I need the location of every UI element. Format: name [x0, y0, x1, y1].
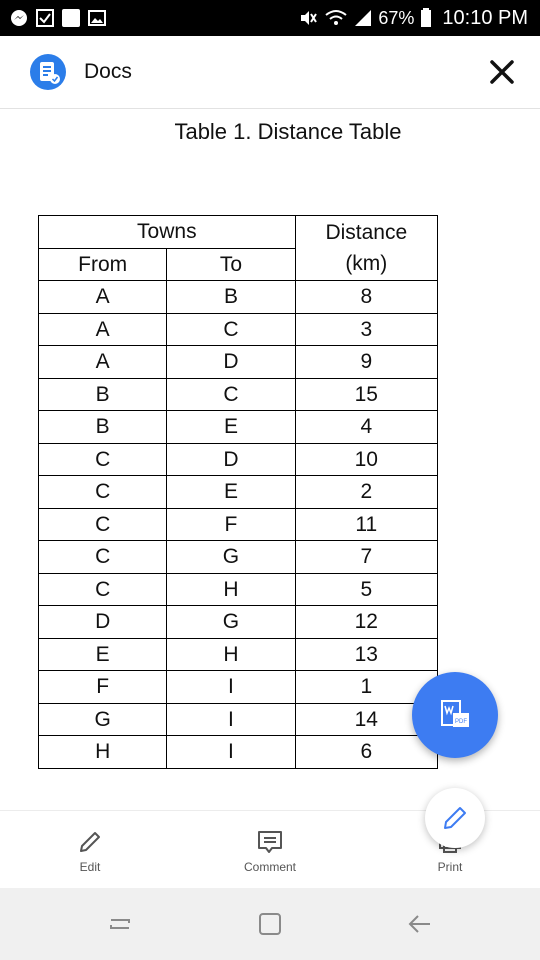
table-row [39, 703, 438, 736]
distance-table [38, 215, 438, 769]
from-cell: E [39, 638, 167, 671]
distance-cell: 2 [295, 476, 437, 509]
close-button[interactable] [484, 54, 520, 90]
app-header [0, 36, 540, 109]
close-icon [489, 59, 515, 85]
comment-icon [257, 829, 283, 855]
to-cell: C [167, 378, 295, 411]
edit-fab[interactable] [425, 788, 485, 848]
table-row [39, 638, 438, 671]
distance-cell: 3 [295, 313, 437, 346]
distance-cell: 4 [295, 411, 437, 444]
to-cell: D [167, 346, 295, 379]
from-cell: A [39, 313, 167, 346]
pencil-icon [77, 829, 103, 855]
back-button[interactable] [400, 908, 440, 940]
table-row [39, 573, 438, 606]
distance-cell: 13 [295, 638, 437, 671]
edit-button[interactable] [45, 829, 135, 874]
battery-icon [420, 8, 432, 28]
svg-text:PDF: PDF [455, 719, 467, 725]
distance-cell: 8 [295, 281, 437, 314]
wifi-icon [324, 8, 348, 28]
word-to-pdf-button[interactable] [412, 672, 498, 758]
table-row [39, 508, 438, 541]
distance-cell: 6 [295, 736, 437, 769]
from-cell: C [39, 476, 167, 509]
distance-cell: 15 [295, 378, 437, 411]
messenger-icon [10, 9, 28, 27]
to-cell: E [167, 476, 295, 509]
to-cell: C [167, 313, 295, 346]
system-navigation-bar [0, 888, 540, 960]
checkbox-icon [36, 9, 54, 27]
table-row [39, 476, 438, 509]
app-title: Docs [84, 60, 132, 83]
towns-header: Towns [39, 216, 296, 249]
to-cell: H [167, 638, 295, 671]
from-header: From [39, 248, 167, 281]
signal-icon [354, 9, 372, 27]
to-cell: D [167, 443, 295, 476]
to-cell: G [167, 606, 295, 639]
from-cell: A [39, 281, 167, 314]
recent-apps-icon [106, 910, 134, 938]
table-row [39, 281, 438, 314]
from-cell: G [39, 703, 167, 736]
mute-icon [298, 8, 318, 28]
from-cell: B [39, 411, 167, 444]
clock: 10:10 PM [442, 6, 528, 29]
distance-cell: 7 [295, 541, 437, 574]
from-cell: C [39, 508, 167, 541]
white-square-icon [62, 9, 80, 27]
to-header: To [167, 248, 295, 281]
distance-cell: 10 [295, 443, 437, 476]
home-icon [256, 910, 284, 938]
notification-icons [10, 8, 106, 28]
distance-cell: 1 [295, 671, 437, 704]
to-cell: I [167, 671, 295, 704]
table-row [39, 378, 438, 411]
from-cell: B [39, 378, 167, 411]
to-cell: B [167, 281, 295, 314]
table-row [39, 313, 438, 346]
from-cell: F [39, 671, 167, 704]
distance-cell: 14 [295, 703, 437, 736]
distance-cell: 12 [295, 606, 437, 639]
from-cell: A [39, 346, 167, 379]
table-row [39, 606, 438, 639]
table-header-row [39, 216, 438, 249]
table-row [39, 346, 438, 379]
back-arrow-icon [406, 910, 434, 938]
table-row [39, 443, 438, 476]
from-cell: D [39, 606, 167, 639]
table-row [39, 411, 438, 444]
pencil-icon [440, 803, 470, 833]
distance-cell: 5 [295, 573, 437, 606]
from-cell: C [39, 443, 167, 476]
status-bar [0, 0, 540, 36]
from-cell: C [39, 541, 167, 574]
print-label: Print [437, 860, 463, 874]
comment-button[interactable] [225, 829, 315, 874]
from-cell: C [39, 573, 167, 606]
to-cell: H [167, 573, 295, 606]
docs-logo-icon [30, 54, 66, 90]
distance-header-line2: (km) [345, 252, 388, 275]
to-cell: I [167, 703, 295, 736]
document-title: Table 1. Distance Table [174, 119, 402, 144]
to-cell: E [167, 411, 295, 444]
table-row [39, 541, 438, 574]
battery-percentage: 67% [378, 7, 415, 28]
system-status [298, 6, 528, 30]
to-cell: G [167, 541, 295, 574]
distance-header-line1: Distance [325, 221, 408, 244]
table-row [39, 671, 438, 704]
from-cell: H [39, 736, 167, 769]
distance-header [295, 216, 437, 281]
table-row [39, 736, 438, 769]
edit-label: Edit [79, 860, 101, 874]
recent-apps-button[interactable] [100, 908, 140, 940]
to-cell: F [167, 508, 295, 541]
image-icon [88, 9, 106, 27]
distance-cell: 11 [295, 508, 437, 541]
to-cell: I [167, 736, 295, 769]
word-pdf-icon [438, 698, 472, 732]
home-button[interactable] [250, 908, 290, 940]
distance-cell: 9 [295, 346, 437, 379]
comment-label: Comment [243, 860, 296, 874]
